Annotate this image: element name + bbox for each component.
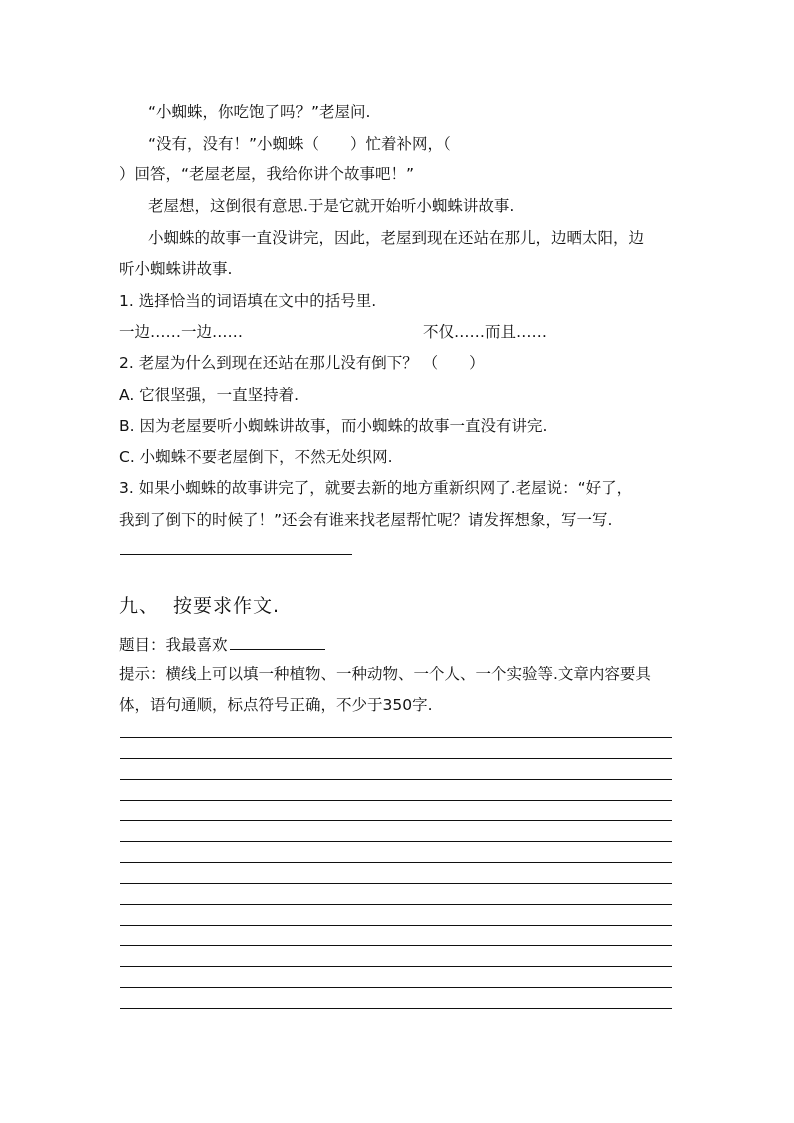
question-3-line-1: 3. 如果小蜘蛛的故事讲完了，就要去新的地方重新织网了.老屋说：“好了， (119, 479, 633, 497)
writing-line[interactable] (120, 945, 672, 946)
writing-line[interactable] (120, 841, 672, 842)
question-1-option-a: 一边……一边…… (119, 323, 244, 341)
writing-line[interactable] (120, 1008, 672, 1009)
question-2-choice-b: B. 因为老屋要听小蜘蛛讲故事，而小蜘蛛的故事一直没有讲完. (119, 417, 548, 435)
passage-line-2: “没有，没有！”小蜘蛛（ ）忙着补网，（ (148, 135, 451, 153)
writing-line[interactable] (120, 883, 672, 884)
section-number: 九、 (119, 595, 160, 617)
passage-line-6: 听小蜘蛛讲故事. (119, 260, 233, 278)
question-1: 1. 选择恰当的词语填在文中的括号里. (119, 292, 377, 310)
composition-hint-line-2: 体，语句通顺，标点符号正确，不少于350字. (119, 696, 433, 714)
passage-line-5: 小蜘蛛的故事一直没讲完，因此，老屋到现在还站在那儿，边晒太阳，边 (148, 229, 645, 247)
writing-line[interactable] (120, 779, 672, 780)
question-2-choice-a: A. 它很坚强，一直坚持着. (119, 386, 300, 404)
question-3-answer-line[interactable] (120, 554, 352, 555)
passage-line-4: 老屋想，这倒很有意思.于是它就开始听小蜘蛛讲故事. (148, 197, 515, 215)
writing-line[interactable] (120, 800, 672, 801)
topic-label: 题目：我最喜欢 (119, 636, 228, 654)
writing-line[interactable] (120, 925, 672, 926)
writing-line[interactable] (120, 862, 672, 863)
writing-line[interactable] (120, 987, 672, 988)
question-3-line-2: 我到了倒下的时候了！”还会有谁来找老屋帮忙呢？请发挥想象，写一写. (119, 511, 613, 529)
composition-hint-line-1: 提示：横线上可以填一种植物、一种动物、一个人、一个实验等.文章内容要具 (119, 665, 651, 683)
writing-line[interactable] (120, 820, 672, 821)
writing-line[interactable] (120, 966, 672, 967)
topic-blank-field[interactable] (230, 633, 325, 650)
passage-line-1: “小蜘蛛，你吃饱了吗？”老屋问. (148, 103, 371, 121)
composition-topic (119, 633, 325, 655)
writing-line[interactable] (120, 737, 672, 738)
question-2: 2. 老屋为什么到现在还站在那儿没有倒下？ （ ） (119, 354, 485, 372)
writing-line[interactable] (120, 904, 672, 905)
composition-writing-area[interactable] (120, 737, 672, 1029)
passage-line-3: ）回答，“老屋老屋，我给你讲个故事吧！” (119, 165, 415, 183)
composition-section-title (119, 594, 280, 618)
question-1-option-b: 不仅……而且…… (423, 323, 548, 341)
writing-line[interactable] (120, 758, 672, 759)
question-2-choice-c: C. 小蜘蛛不要老屋倒下，不然无处织网. (119, 448, 393, 466)
section-heading: 按要求作文. (173, 595, 281, 617)
